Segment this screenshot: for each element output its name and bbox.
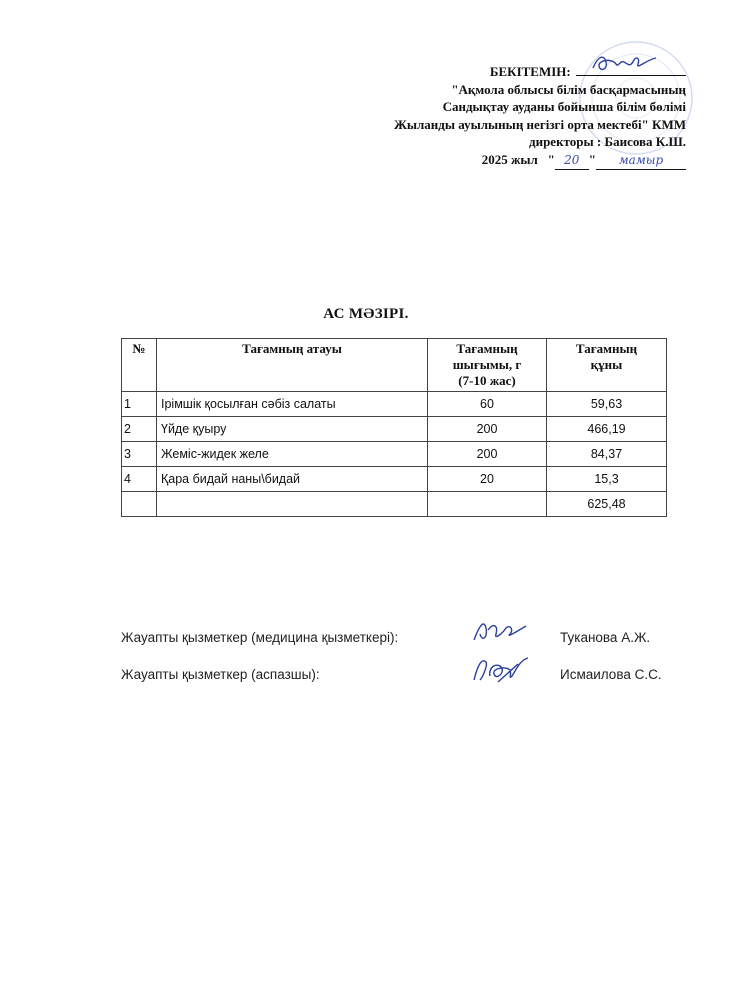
approval-line-2: Сандықтау ауданы бойынша білім бөлімі <box>442 99 686 114</box>
row-no: 4 <box>122 467 157 492</box>
header-cost-line1: Тағамның <box>575 341 638 356</box>
staff-name-medical: Туканова А.Ж. <box>560 630 651 645</box>
row-cost: 466,19 <box>547 417 667 442</box>
row-no: 2 <box>122 417 157 442</box>
approval-heading-line <box>394 62 686 81</box>
row-name: Ірімшік қосылған сәбіз салаты <box>157 392 428 417</box>
table-row <box>122 417 667 442</box>
table-total-row <box>122 492 667 517</box>
row-cost: 15,3 <box>547 467 667 492</box>
header-yield-line2: шығымы, г <box>452 357 522 372</box>
table-row <box>122 467 667 492</box>
header-yield <box>428 339 547 392</box>
row-yield: 20 <box>428 467 547 492</box>
page-title: АС МӘЗІРІ. <box>323 306 409 322</box>
staff-role-cook: Жауапты қызметкер (аспазшы): <box>121 667 320 682</box>
row-no: 1 <box>122 392 157 417</box>
row-cost: 84,37 <box>547 442 667 467</box>
table-row <box>122 442 667 467</box>
approval-line-1: "Ақмола облысы білім басқармасының <box>451 81 686 97</box>
header-yield-line3: (7-10 жас) <box>458 373 516 388</box>
row-name: Жеміс-жидек желе <box>157 442 428 467</box>
total-cost: 625,48 <box>547 492 667 517</box>
staff-role-medical: Жауапты қызметкер (медицина қызметкері): <box>121 630 399 645</box>
row-name: Қара бидай наны\бидай <box>157 467 428 492</box>
row-yield: 60 <box>428 392 547 417</box>
approval-line-3: Жыланды ауылының негізгі орта мектебі" КММ <box>393 116 686 132</box>
header-yield-line1: Тағамның <box>456 341 518 356</box>
header-no: № <box>122 339 157 392</box>
approval-day: 20 <box>555 152 589 171</box>
table-header-row <box>122 339 667 392</box>
row-yield: 200 <box>428 442 547 467</box>
row-cost: 59,63 <box>547 392 667 417</box>
cook-signature <box>468 652 532 686</box>
approval-year: 2025 жыл <box>481 151 538 167</box>
director-signature-line <box>576 62 686 76</box>
staff-name-cook: Исмаилова С.С. <box>560 667 662 682</box>
header-cost <box>547 339 667 392</box>
director-signature <box>590 52 660 74</box>
approval-heading: БЕКІТЕМІН: <box>489 64 571 79</box>
table-row <box>122 392 667 417</box>
approval-line-4: директоры : Баисова К.Ш. <box>529 134 686 149</box>
medical-signature <box>470 616 530 646</box>
row-yield: 200 <box>428 417 547 442</box>
approval-month: мамыр <box>596 152 686 171</box>
row-name: Үйде қуыру <box>157 417 428 442</box>
header-cost-line2: құны <box>590 357 623 372</box>
total-empty-no <box>122 492 157 517</box>
header-name: Тағамның атауы <box>157 339 428 392</box>
total-empty-name <box>157 492 428 517</box>
total-empty-yield <box>428 492 547 517</box>
menu-table <box>121 338 667 517</box>
approval-date-line: 2025 жыл " 20 " мамыр <box>394 151 686 171</box>
approval-block <box>394 62 686 170</box>
row-no: 3 <box>122 442 157 467</box>
